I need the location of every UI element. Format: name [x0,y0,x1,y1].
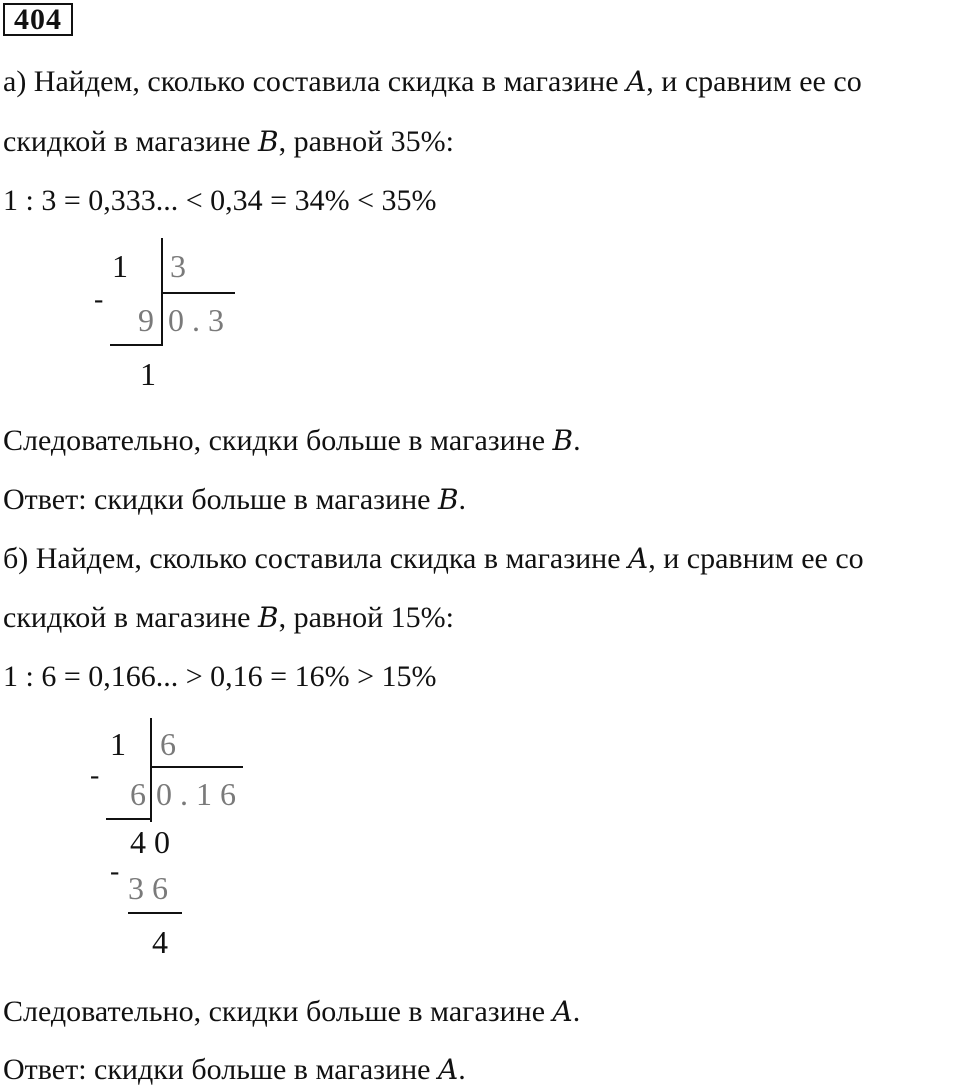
part-a-answer: Ответ: скидки больше в магазине B. [3,483,467,516]
part-b-intro-line1: б) Найдем, сколько составила скидка в магазине A, и сравним ее со [3,542,864,575]
variable-a: A [552,995,573,1028]
minus-sign: - [94,284,104,315]
division-bracket-vertical [150,718,152,822]
part-a-intro-line2: скидкой в магазине B, равной 35%: [3,125,454,158]
division-bracket-horizontal [161,292,235,294]
divisor: 6 [160,726,176,762]
dividend: 1 [112,248,128,284]
step2-subtrahend: 3 6 [128,870,168,906]
divisor: 3 [170,248,186,284]
remainder: 4 [152,924,168,960]
variable-b: B [257,125,279,158]
problem-number: 404 [3,3,73,36]
step2-value: 4 0 [130,824,170,860]
part-a-intro-line1: а) Найдем, сколько составила скидка в магазине A, и сравним ее со [3,65,862,98]
part-a-equation: 1 : 3 = 0,333... < 0,34 = 34% < 35% [3,184,437,217]
variable-a: A [628,542,649,575]
subtrahend: 9 [138,302,154,338]
division-bracket-horizontal [150,766,243,768]
subtraction-line [110,344,162,346]
subtraction-line [106,818,152,820]
variable-a: A [437,1053,459,1086]
part-b-intro-line2: скидкой в магазине B, равной 15%: [3,601,454,634]
subtraction-line-2 [128,912,182,914]
minus-sign: - [90,760,100,791]
variable-b: B [437,483,459,516]
subtrahend: 6 [130,776,146,812]
part-a-conclusion: Следовательно, скидки больше в магазине B. [3,424,581,457]
dividend: 1 [110,726,126,762]
quotient: 0 . 1 6 [156,776,236,812]
part-b-answer: Ответ: скидки больше в магазине A. [3,1053,466,1086]
step2-minus-sign: - [110,856,120,887]
variable-a: A [626,65,647,98]
part-b-equation: 1 : 6 = 0,166... > 0,16 = 16% > 15% [3,660,437,693]
quotient: 0 . 3 [168,302,224,338]
variable-b: B [552,424,574,457]
variable-b: B [257,601,279,634]
remainder: 1 [140,356,156,392]
part-b-conclusion: Следовательно, скидки больше в магазине A. [3,995,581,1028]
